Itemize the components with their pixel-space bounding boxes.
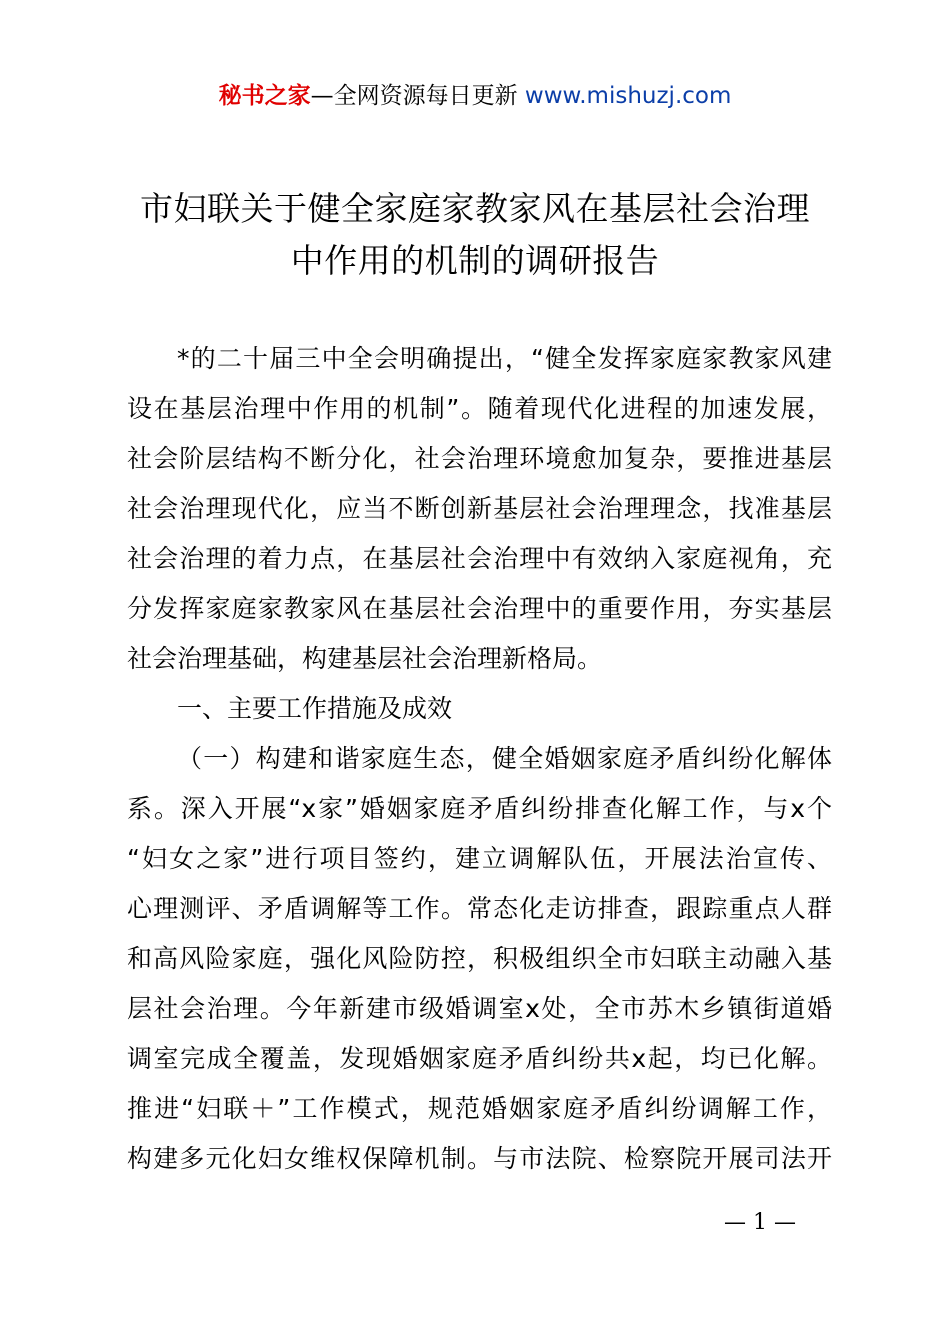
title-line-2: 中作用的机制的调研报告 bbox=[290, 241, 660, 280]
paragraph-2-line: 和高风险家庭，强化风险防控，积极组织全市妇联主动融入基 bbox=[127, 944, 832, 973]
site-url[interactable]: www.mishuzj.com bbox=[524, 83, 732, 109]
paragraph-2-line: 构建多元化妇女维权保障机制。与市法院、检察院开展司法开 bbox=[127, 1144, 832, 1173]
title-line-1: 市妇联关于健全家庭家教家风在基层社会治理 bbox=[140, 189, 810, 228]
paragraph-1-line: *的二十届三中全会明确提出，“健全发挥家庭家教家风建 bbox=[177, 344, 832, 373]
document-title bbox=[120, 183, 830, 287]
paragraph-1-line: 社会治理基础，构建基层社会治理新格局。 bbox=[127, 644, 603, 673]
paragraph-2-line: 层社会治理。今年新建市级婚调室x处，全市苏木乡镇街道婚 bbox=[127, 994, 832, 1023]
paragraph-2-line: 推进“妇联＋”工作模式，规范婚姻家庭矛盾纠纷调解工作， bbox=[127, 1094, 832, 1123]
paragraph-2-line: 心理测评、矛盾调解等工作。常态化走访排查，跟踪重点人群 bbox=[127, 894, 832, 923]
paragraph-1-line: 分发挥家庭家教家风在基层社会治理中的重要作用，夯实基层 bbox=[127, 594, 832, 623]
paragraph-2-line: 系。深入开展“x家”婚姻家庭矛盾纠纷排查化解工作，与x个 bbox=[127, 794, 832, 823]
page-number: — 1 — bbox=[724, 1210, 796, 1235]
site-header bbox=[0, 80, 950, 112]
site-name: 秘书之家 bbox=[218, 83, 311, 109]
paragraph-2-line: 调室完成全覆盖，发现婚姻家庭矛盾纠纷共x起，均已化解。 bbox=[127, 1044, 832, 1073]
paragraph-2-line: “妇女之家”进行项目签约，建立调解队伍，开展法治宣传、 bbox=[127, 844, 832, 873]
document-body bbox=[127, 334, 832, 1184]
paragraph-1-line: 社会治理现代化，应当不断创新基层社会治理理念，找准基层 bbox=[127, 494, 832, 523]
paragraph-2-line: （一）构建和谐家庭生态，健全婚姻家庭矛盾纠纷化解体 bbox=[177, 744, 832, 773]
paragraph-1-line: 社会阶层结构不断分化，社会治理环境愈加复杂，要推进基层 bbox=[127, 444, 832, 473]
section-heading: 一、主要工作措施及成效 bbox=[177, 694, 453, 723]
paragraph-1-line: 设在基层治理中作用的机制”。随着现代化进程的加速发展， bbox=[127, 394, 832, 423]
site-slogan: —全网资源每日更新 bbox=[310, 83, 518, 109]
paragraph-1-line: 社会治理的着力点，在基层社会治理中有效纳入家庭视角，充 bbox=[127, 544, 832, 573]
